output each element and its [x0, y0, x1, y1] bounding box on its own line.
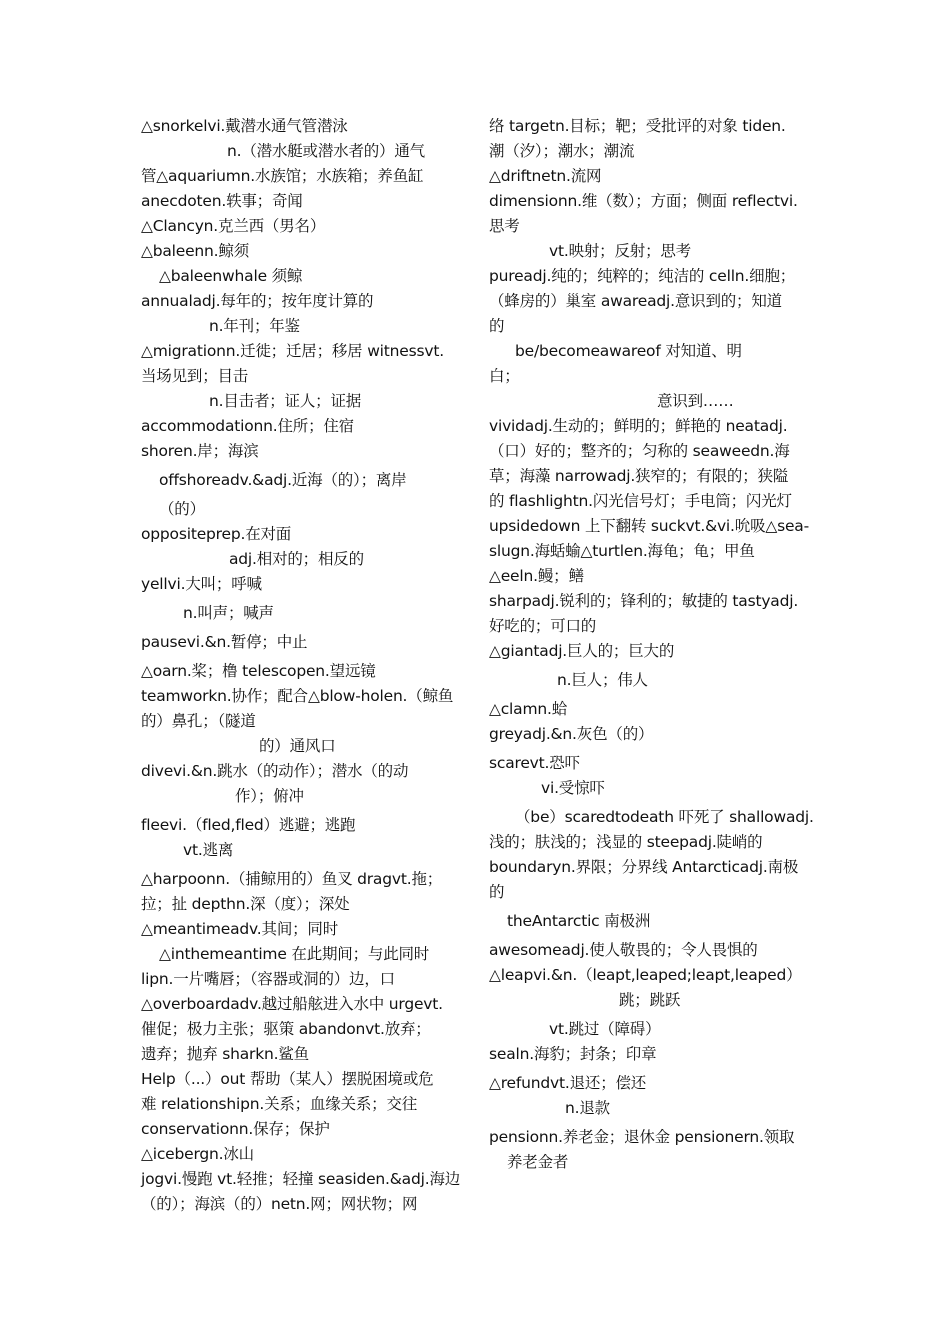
vocab-line: △Clancyn.克兰西（男名） — [141, 217, 326, 235]
vocab-line: accommodationn.住所；住宿 — [141, 417, 354, 435]
vocab-line: sharpadj.锐利的；锋利的；敏捷的 tastyadj. — [489, 592, 799, 610]
vocab-line: 养老金者 — [507, 1153, 569, 1171]
vocab-line: 白； — [489, 367, 520, 385]
vocab-line: 浅的；肤浅的；浅显的 steepadj.陡峭的 — [489, 833, 763, 851]
vocab-line: 的 flashlightn.闪光信号灯；手电筒；闪光灯 — [489, 492, 792, 510]
vocab-line: △meantimeadv.其间；同时 — [141, 920, 339, 938]
vocab-line: theAntarctic 南极洲 — [507, 912, 651, 930]
vocab-line: n.年刊；年鉴 — [209, 317, 300, 335]
vocab-line: pensionn.养老金；退休金 pensionern.领取 — [489, 1128, 795, 1146]
vocab-line: △baleenwhale 须鲸 — [159, 267, 303, 285]
vocab-line: 管△aquariumn.水族馆；水族箱；养鱼缸 — [141, 167, 424, 185]
vocab-line: △harpoonn.（捕鲸用的）鱼叉 dragvt.拖； — [141, 870, 443, 888]
vocab-line: vt.逃离 — [183, 841, 234, 859]
vocab-line: anecdoten.轶事；奇闻 — [141, 192, 303, 210]
vocab-line: scarevt.恐吓 — [489, 754, 580, 772]
vocab-line: pausevi.&n.暂停；中止 — [141, 633, 308, 651]
vocab-line: （口）好的；整齐的；匀称的 seaweedn.海 — [489, 442, 790, 460]
vocab-line: fleevi.（fled,fled）逃避；逃跑 — [141, 816, 356, 834]
vocab-line: △clamn.蛤 — [489, 700, 567, 718]
vocab-line: be/becomeawareof 对知道、明 — [515, 342, 742, 360]
vocab-line: △migrationn.迁徙；迁居；移居 witnessvt. — [141, 342, 444, 360]
vocab-line: awesomeadj.使人敬畏的；令人畏惧的 — [489, 941, 758, 959]
vocab-line: 拉；扯 depthn.深（度）；深处 — [141, 895, 350, 913]
vocab-line: jogvi.慢跑 vt.轻推；轻撞 seasiden.&adj.海边 — [141, 1170, 461, 1188]
vocab-line: Help（...）out 帮助（某人）摆脱困境或危 — [141, 1070, 434, 1088]
vocab-line: △oarn.桨；橹 telescopen.望远镜 — [141, 662, 376, 680]
vocab-line: （be）scaredtodeath 吓死了 shallowadj. — [515, 808, 814, 826]
vocab-line: boundaryn.界限；分界线 Antarcticadj.南极 — [489, 858, 799, 876]
vocab-line: annualadj.每年的；按年度计算的 — [141, 292, 374, 310]
vocab-line: divevi.&n.跳水（的动作）；潜水（的动 — [141, 762, 409, 780]
vocab-line: greyadj.&n.灰色（的） — [489, 725, 654, 743]
vocab-line: △giantadj.巨人的；巨大的 — [489, 642, 675, 660]
vocab-line: oppositeprep.在对面 — [141, 525, 292, 543]
vocab-line: n.叫声；喊声 — [183, 604, 274, 622]
vocab-line: （的） — [159, 500, 205, 518]
vocab-line: 当场见到；目击 — [141, 367, 249, 385]
vocab-line: n.巨人；伟人 — [557, 671, 648, 689]
vocab-line: 跳；跳跃 — [619, 991, 681, 1009]
right-vocabulary-column — [489, 114, 814, 1175]
vocab-line: 的）通风口 — [259, 737, 336, 755]
vocab-line: 意识到…… — [657, 392, 734, 410]
vocab-line: △driftnetn.流网 — [489, 167, 602, 185]
left-vocabulary-column — [141, 114, 463, 1217]
vocab-line: △leapvi.&n.（leapt,leaped;leapt,leaped） — [489, 966, 802, 984]
vocab-line: vividadj.生动的；鲜明的；鲜艳的 neatadj. — [489, 417, 788, 435]
vocab-line: 好吃的；可口的 — [489, 617, 597, 635]
vocab-line: 思考 — [489, 217, 520, 235]
vocab-line: △refundvt.退还；偿还 — [489, 1074, 647, 1092]
vocab-line: sealn.海豹；封条；印章 — [489, 1045, 657, 1063]
vocab-line: slugn.海蛞蝓△turtlen.海龟；龟；甲鱼 — [489, 542, 755, 560]
vocab-line: 作）；俯冲 — [235, 787, 304, 805]
vocab-line: pureadj.纯的；纯粹的；纯洁的 celln.细胞； — [489, 267, 796, 285]
vocab-line: △icebergn.冰山 — [141, 1145, 254, 1163]
vocab-line: 的 — [489, 883, 505, 901]
vocab-line: adj.相对的；相反的 — [229, 550, 364, 568]
vocab-line: △snorkelvi.戴潜水通气管潜泳 — [141, 117, 348, 135]
vocab-line: （蜂房的）巢室 awareadj.意识到的；知道 — [489, 292, 782, 310]
vocab-line: vt.跳过（障碍） — [549, 1020, 661, 1038]
vocab-line: dimensionn.维（数）；方面；侧面 reflectvi. — [489, 192, 798, 210]
vocab-line: △eeln.鳗；鳝 — [489, 567, 584, 585]
vocab-line: vt.映射；反射；思考 — [549, 242, 691, 260]
vocab-line: 催促；极力主张；驱策 abandonvt.放弃； — [141, 1020, 431, 1038]
vocab-line: △baleenn.鲸须 — [141, 242, 250, 260]
vocab-line: 的）鼻孔；（隧道 — [141, 712, 256, 730]
vocab-line: teamworkn.协作；配合△blow-holen.（鲸鱼 — [141, 687, 454, 705]
vocab-line: yellvi.大叫；呼喊 — [141, 575, 262, 593]
vocab-line: 络 targetn.目标；靶；受批评的对象 tiden. — [489, 117, 786, 135]
vocab-line: n.（潜水艇或潜水者的）通气 — [227, 142, 425, 160]
vocab-line: 潮（汐）；潮水；潮流 — [489, 142, 635, 160]
vocab-line: △overboardadv.越过船舷进入水中 urgevt. — [141, 995, 443, 1013]
vocab-line: △inthemeantime 在此期间；与此同时 — [159, 945, 430, 963]
vocab-line: n.退款 — [565, 1099, 610, 1117]
vocab-line: conservationn.保存；保护 — [141, 1120, 330, 1138]
vocab-line: n.目击者；证人；证据 — [209, 392, 362, 410]
vocab-line: upsidedown 上下翻转 suckvt.&vi.吮吸△sea- — [489, 517, 809, 535]
vocab-line: （的）；海滨（的）netn.网；网状物；网 — [141, 1195, 418, 1213]
vocab-line: 草；海藻 narrowadj.狭窄的；有限的；狭隘 — [489, 467, 789, 485]
vocab-line: shoren.岸；海滨 — [141, 442, 259, 460]
vocab-line: 的 — [489, 317, 505, 335]
vocab-line: vi.受惊吓 — [541, 779, 605, 797]
vocab-line: 难 relationshipn.关系；血缘关系；交往 — [141, 1095, 418, 1113]
vocab-line: 遗弃；抛弃 sharkn.鲨鱼 — [141, 1045, 309, 1063]
vocab-line: lipn.一片嘴唇；（容器或洞的）边，口 — [141, 970, 395, 988]
vocab-line: offshoreadv.&adj.近海（的）；离岸 — [159, 471, 407, 489]
